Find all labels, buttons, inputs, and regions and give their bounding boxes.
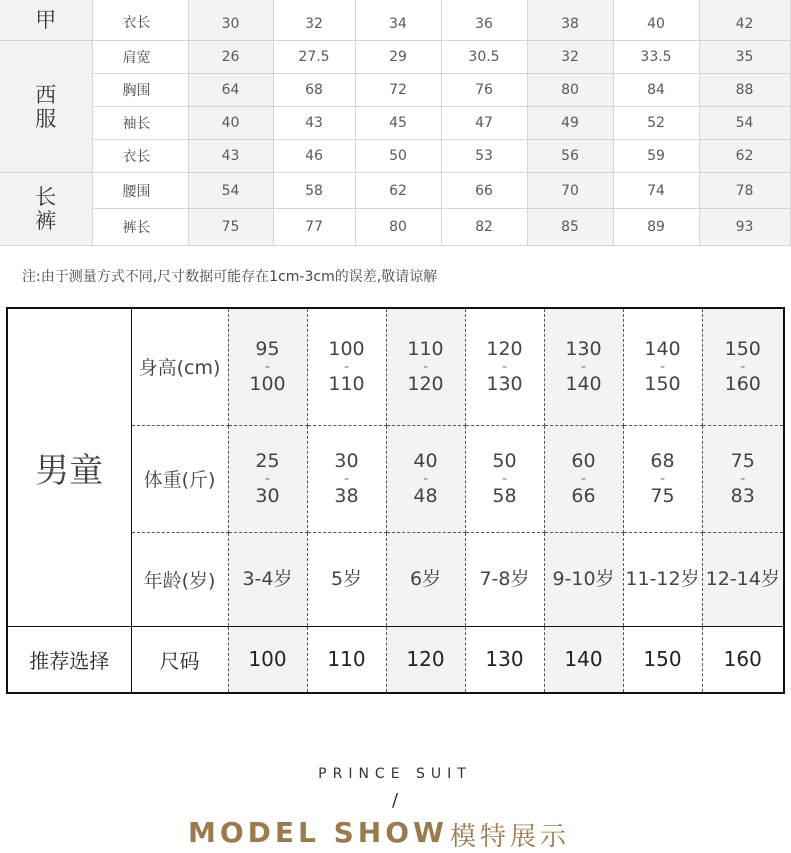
- table-row: [0, 173, 790, 209]
- attr-label: 胸围: [92, 74, 188, 107]
- group-label-text: 长: [35, 185, 57, 209]
- size-value: 40: [613, 0, 699, 41]
- attr-label: 腰围: [92, 173, 188, 209]
- group-label-text: 裤: [35, 209, 57, 233]
- size-value: 49: [527, 107, 613, 140]
- size-code: 120: [386, 626, 465, 693]
- size-value: 35: [699, 41, 790, 74]
- weight-range: 40 - 48: [386, 425, 465, 532]
- size-value: 62: [699, 140, 790, 173]
- size-value: 43: [273, 107, 355, 140]
- attr-label: 衣长: [92, 140, 188, 173]
- table-row: [0, 107, 790, 140]
- height-range: 95 - 100: [228, 308, 307, 425]
- size-value: 72: [355, 74, 441, 107]
- group-label-text: 服: [35, 106, 57, 131]
- age-value: 3-4岁: [228, 532, 307, 626]
- size-value: 26: [188, 41, 273, 74]
- size-value: 85: [527, 209, 613, 246]
- height-range: 130 - 140: [544, 308, 623, 425]
- weight-range: 25 - 30: [228, 425, 307, 532]
- attr-label: 肩宽: [92, 41, 188, 74]
- size-value: 27.5: [273, 41, 355, 74]
- size-value: 58: [273, 173, 355, 209]
- table-row: [0, 140, 790, 173]
- height-range: 140 - 150: [623, 308, 702, 425]
- table-row: [7, 308, 784, 425]
- size-value: 47: [441, 107, 527, 140]
- height-range: 150 - 160: [702, 308, 784, 425]
- height-range: 100 - 110: [307, 308, 386, 425]
- size-code: 160: [702, 626, 784, 693]
- size-code: 110: [307, 626, 386, 693]
- size-value: 64: [188, 74, 273, 107]
- measurement-note: 注:由于测量方式不同,尺寸数据可能存在1cm-3cm的误差,敬请谅解: [22, 269, 438, 285]
- weight-range: 30 - 38: [307, 425, 386, 532]
- section-subtitle: PRINCE SUIT: [318, 766, 472, 782]
- size-value: 32: [273, 0, 355, 41]
- weight-range: 50 - 58: [465, 425, 544, 532]
- attr-label-age: 年龄(岁): [131, 532, 228, 626]
- size-value: 30: [188, 0, 273, 41]
- boys-label: 男童: [7, 308, 131, 626]
- recommend-label: 推荐选择: [7, 626, 131, 693]
- age-value: 7-8岁: [465, 532, 544, 626]
- attr-label-height: 身高(cm): [131, 308, 228, 425]
- size-value: 66: [441, 173, 527, 209]
- size-value: 54: [188, 173, 273, 209]
- weight-range: 75 - 83: [702, 425, 784, 532]
- size-value: 29: [355, 41, 441, 74]
- group-label-trousers: [0, 173, 92, 246]
- attr-label: 袖长: [92, 107, 188, 140]
- height-range: 110 - 120: [386, 308, 465, 425]
- size-value: 75: [188, 209, 273, 246]
- size-value: 68: [273, 74, 355, 107]
- group-label-suit: [0, 41, 92, 173]
- size-value: 84: [613, 74, 699, 107]
- size-value: 50: [355, 140, 441, 173]
- age-value: 6岁: [386, 532, 465, 626]
- table-row: [0, 74, 790, 107]
- attr-label-size: 尺码: [131, 626, 228, 693]
- size-value: 53: [441, 140, 527, 173]
- group-label-vest: [0, 0, 92, 41]
- size-value: 46: [273, 140, 355, 173]
- age-value: 11-12岁: [623, 532, 702, 626]
- size-value: 38: [527, 0, 613, 41]
- table-row: [0, 0, 790, 41]
- group-label-text: 西: [35, 82, 57, 107]
- attr-label: 衣长: [92, 0, 188, 41]
- table-row: [0, 41, 790, 74]
- size-value: 54: [699, 107, 790, 140]
- size-value: 80: [355, 209, 441, 246]
- weight-range: 60 - 66: [544, 425, 623, 532]
- weight-range: 68 - 75: [623, 425, 702, 532]
- attr-label: 裤长: [92, 209, 188, 246]
- height-range: 120 - 130: [465, 308, 544, 425]
- subtitle-separator: /: [391, 790, 399, 811]
- size-table-top: [0, 0, 791, 246]
- size-value: 89: [613, 209, 699, 246]
- size-value: 77: [273, 209, 355, 246]
- size-value: 56: [527, 140, 613, 173]
- size-value: 76: [441, 74, 527, 107]
- size-value: 45: [355, 107, 441, 140]
- size-code: 140: [544, 626, 623, 693]
- size-value: 88: [699, 74, 790, 107]
- table-row: [7, 626, 784, 693]
- size-value: 74: [613, 173, 699, 209]
- section-title-cn: 模特展示: [450, 822, 571, 852]
- size-code: 100: [228, 626, 307, 693]
- section-title-en: MODEL SHOW: [188, 816, 448, 849]
- age-value: 5岁: [307, 532, 386, 626]
- size-value: 32: [527, 41, 613, 74]
- size-value: 52: [613, 107, 699, 140]
- age-value: 9-10岁: [544, 532, 623, 626]
- size-code: 150: [623, 626, 702, 693]
- size-value: 30.5: [441, 41, 527, 74]
- boys-size-table: [6, 307, 785, 694]
- size-value: 78: [699, 173, 790, 209]
- size-code: 130: [465, 626, 544, 693]
- size-value: 62: [355, 173, 441, 209]
- size-value: 43: [188, 140, 273, 173]
- attr-label-weight: 体重(斤): [131, 425, 228, 532]
- size-value: 33.5: [613, 41, 699, 74]
- size-value: 80: [527, 74, 613, 107]
- size-value: 93: [699, 209, 790, 246]
- size-value: 40: [188, 107, 273, 140]
- table-row: [0, 209, 790, 246]
- age-value: 12-14岁: [702, 532, 784, 626]
- size-value: 34: [355, 0, 441, 41]
- group-label-text: 甲: [35, 8, 57, 32]
- size-value: 70: [527, 173, 613, 209]
- size-value: 42: [699, 0, 790, 41]
- size-value: 59: [613, 140, 699, 173]
- size-value: 82: [441, 209, 527, 246]
- size-value: 36: [441, 0, 527, 41]
